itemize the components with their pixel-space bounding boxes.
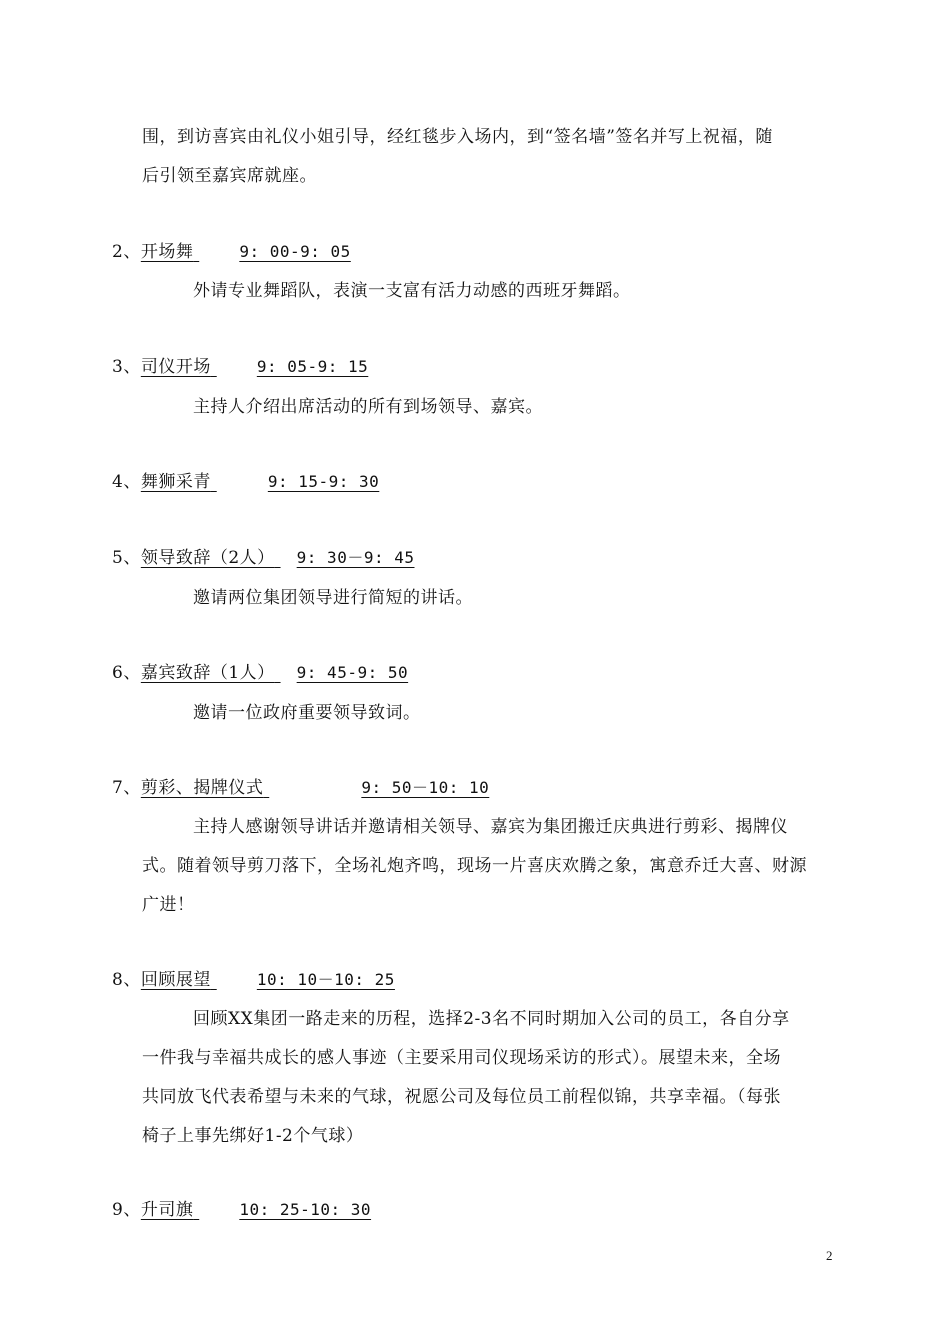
- agenda-heading: [112, 241, 351, 263]
- item-time: 9: 45-9: 50: [296, 663, 409, 682]
- agenda-heading: [112, 662, 408, 684]
- agenda-heading: [112, 1199, 371, 1221]
- item-body-line: 广进！: [142, 895, 195, 915]
- item-body-line: 邀请一位政府重要领导致词。: [193, 703, 421, 723]
- item-title: 领导致辞（2人）: [140, 548, 275, 568]
- item-time: 10: 10－10: 25: [256, 970, 395, 989]
- item-body-line: 式。随着领导剪刀落下，全场礼炮齐鸣，现场一片喜庆欢腾之象，寓意乔迁大喜、财源: [142, 856, 807, 876]
- agenda-heading: [112, 471, 379, 493]
- item-number: 8、: [112, 970, 141, 990]
- intro-line-2: 后引领至嘉宾席就座。: [142, 166, 317, 186]
- agenda-heading: [112, 547, 415, 569]
- item-body-line: 主持人介绍出席活动的所有到场领导、嘉宾。: [193, 397, 543, 417]
- item-number: 7、: [112, 778, 141, 798]
- item-title: 舞狮采青: [140, 472, 211, 492]
- item-body-line: 主持人感谢领导讲话并邀请相关领导、嘉宾为集团搬迁庆典进行剪彩、揭牌仪: [193, 817, 788, 837]
- item-body-line: 邀请两位集团领导进行简短的讲话。: [193, 588, 473, 608]
- item-body-line: 外请专业舞蹈队，表演一支富有活力动感的西班牙舞蹈。: [193, 281, 631, 301]
- item-time: 9: 05-9: 15: [256, 357, 369, 376]
- item-time: 9: 50－10: 10: [361, 778, 490, 797]
- item-body-line: 回顾XX集团一路走来的历程，选择2-3名不同时期加入公司的员工，各自分享: [193, 1009, 790, 1029]
- item-body-line: 共同放飞代表希望与未来的气球，祝愿公司及每位员工前程似锦，共享幸福。（每张: [142, 1087, 781, 1107]
- item-title: 嘉宾致辞（1人）: [140, 663, 275, 683]
- item-title: 司仪开场: [140, 357, 211, 377]
- agenda-heading: [112, 356, 368, 378]
- item-time: 9: 15-9: 30: [267, 472, 380, 491]
- item-body-line: 一件我与幸福共成长的感人事迹（主要采用司仪现场采访的形式）。展望未来，全场: [142, 1048, 781, 1068]
- page-number: 2: [826, 1248, 833, 1263]
- item-number: 6、: [112, 663, 141, 683]
- item-number: 2、: [112, 242, 141, 262]
- agenda-heading: [112, 969, 395, 991]
- intro-line-1: 围，到访喜宾由礼仪小姐引导，经红毯步入场内，到“签名墙”签名并写上祝福，随: [142, 127, 773, 147]
- item-title: 回顾展望: [140, 970, 211, 990]
- item-number: 9、: [112, 1200, 141, 1220]
- item-body-line: 椅子上事先绑好1-2个气球）: [142, 1126, 364, 1146]
- item-time: 9: 00-9: 05: [239, 242, 351, 261]
- item-title: 升司旗: [140, 1200, 194, 1220]
- item-title: 开场舞: [140, 242, 194, 262]
- item-title: 剪彩、揭牌仪式: [140, 778, 264, 798]
- item-time: 9: 30－9: 45: [296, 548, 415, 567]
- item-number: 5、: [112, 548, 141, 568]
- item-time: 10: 25-10: 30: [239, 1200, 372, 1219]
- item-number: 4、: [112, 472, 141, 492]
- item-number: 3、: [112, 357, 141, 377]
- agenda-heading: [112, 777, 489, 799]
